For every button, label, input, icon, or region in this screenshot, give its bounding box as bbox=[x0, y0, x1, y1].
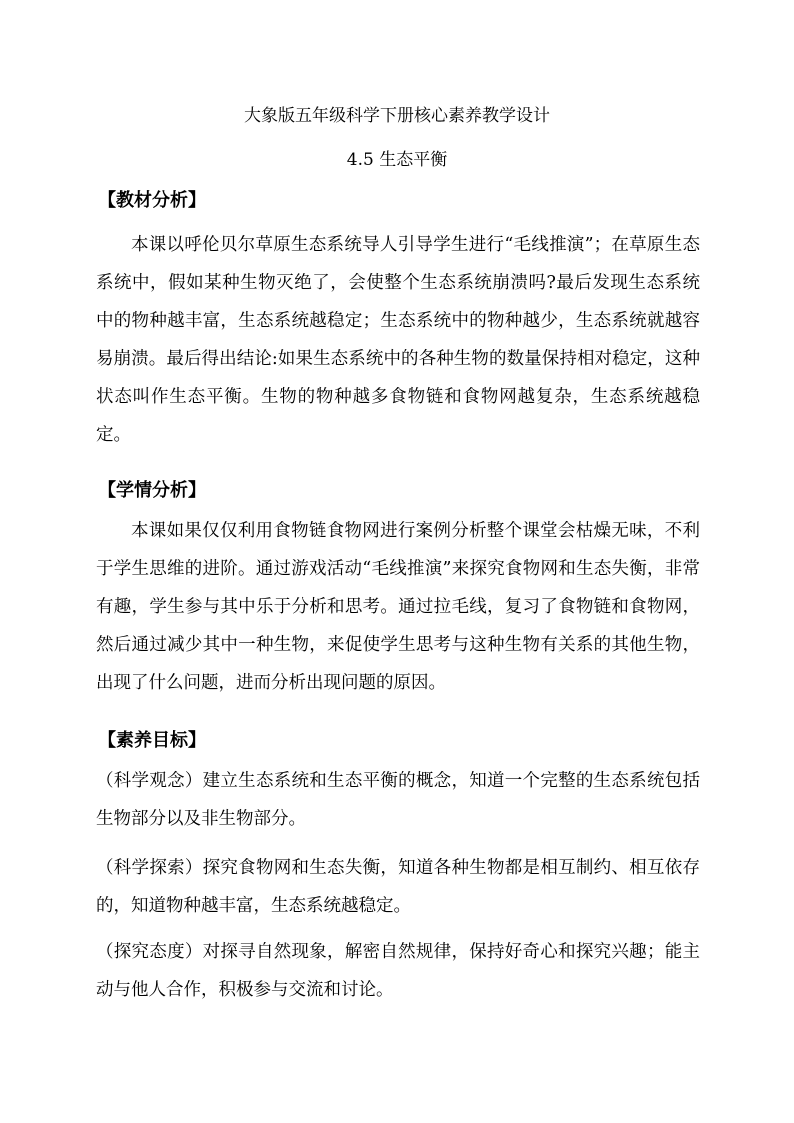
heading-student-analysis: 【学情分析】 bbox=[98, 480, 206, 501]
textbook-analysis-paragraph: 本课以呼伦贝尔草原生态系统导人引导学生进行“毛线推演”；在草原生态系统中，假如某种生物灭绝了，会使整个生态系统崩溃吗?最后发现生态系统中的物种越丰富，生态系统越稳定；生态系统中的物种越少，生态系统就越容易崩溃。最后得出结论:如果生态系统中的各种生物的数量保持相对稳定，这种状态叫作生态平衡。生物的物种越多食物链和食物网越复杂，生态系统越稳定。 bbox=[96, 235, 700, 445]
heading-literacy-goals: 【素养目标】 bbox=[98, 730, 206, 751]
student-analysis-paragraph: 本课如果仅仅利用食物链食物网进行案例分析整个课堂会枯燥无味，不利于学生思维的进阶。通过游戏活动“毛线推演”来探究食物网和生态失衡，非常有趣，学生参与其中乐于分析和思考。通过拉毛线，复习了食物链和食物网，然后通过减少其中一种生物，来促使学生思考与这种生物有关系的其他生物，出现了什么问题，进而分析出现问题的原因。 bbox=[96, 521, 700, 693]
lesson-title: 4.5 生态平衡 bbox=[346, 150, 448, 170]
goal-inquiry-attitude: （探究态度）对探寻自然现象，解密自然规律，保持好奇心和探究兴趣；能主动与他人合作，积极参与交流和讨论。 bbox=[96, 942, 700, 1000]
goal-science-inquiry: （科学探索）探究食物网和生态失衡，知道各种生物都是相互制约、相互依存的，知道物种越丰富，生态系统越稳定。 bbox=[96, 858, 700, 916]
heading-textbook-analysis: 【教材分析】 bbox=[98, 190, 206, 211]
document-title: 大象版五年级科学下册核心素养教学设计 bbox=[244, 106, 550, 126]
goal-science-concept: （科学观念）建立生态系统和生态平衡的概念，知道一个完整的生态系统包括生物部分以及非生物部分。 bbox=[96, 771, 700, 829]
